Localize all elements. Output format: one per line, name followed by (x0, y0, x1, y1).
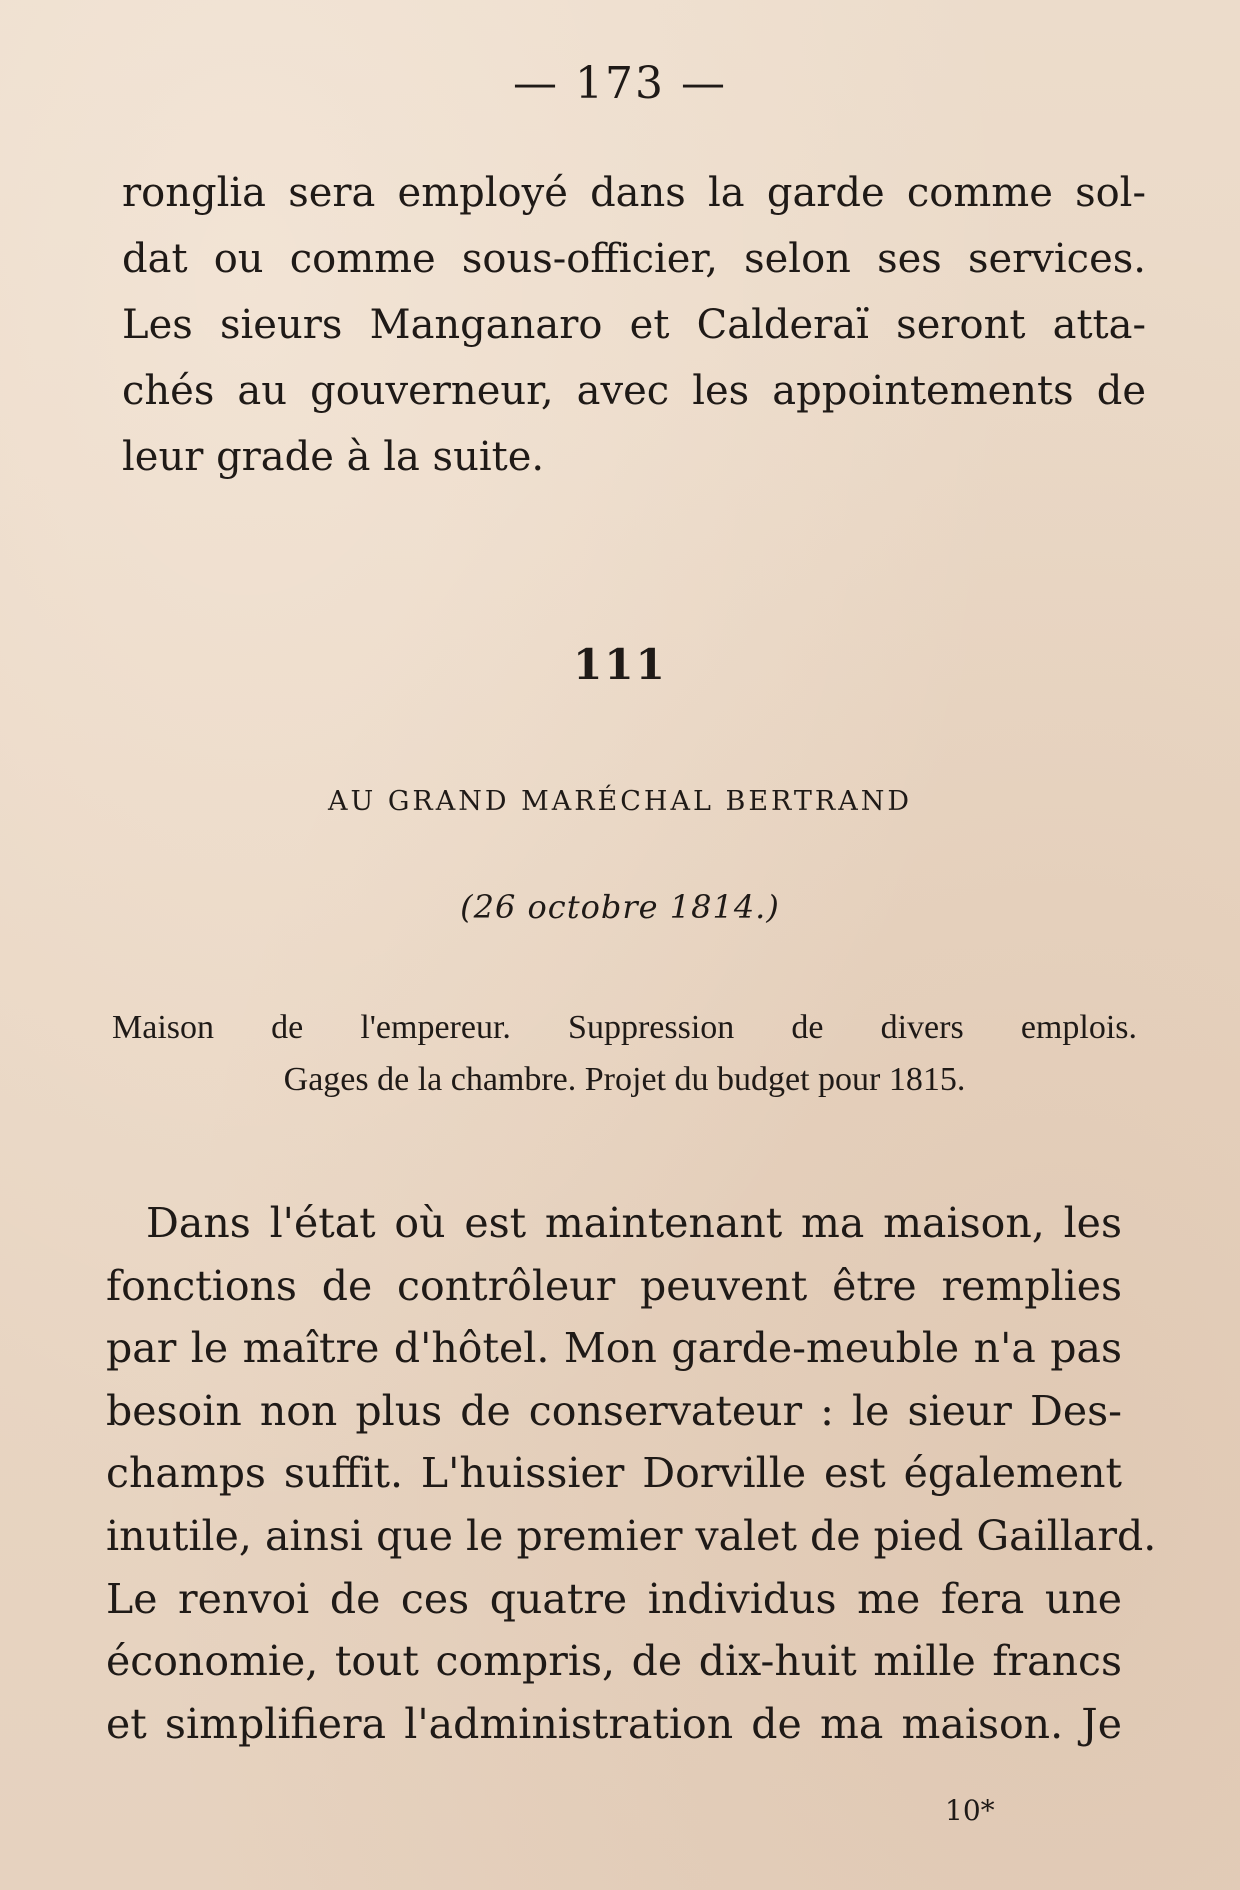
letter-number: 111 (573, 640, 667, 689)
page-number: — 173 — (513, 58, 727, 109)
text-line: par le maître d'hôtel. Mon garde-meuble n'a pas (106, 1324, 1122, 1373)
letter-body (106, 1192, 1157, 1755)
letter-summary (112, 1002, 1137, 1106)
text-line: champs suffit. L'huissier Dorville est également (106, 1449, 1122, 1498)
text-line: Le renvoi de ces quatre individus me fera une (106, 1574, 1122, 1623)
opening-paragraph (122, 160, 1146, 490)
summary-line: Gages de la chambre. Projet du budget pour 1815. (283, 1061, 966, 1098)
text-line: besoin non plus de conservateur : le sieur Des- (106, 1386, 1122, 1435)
summary-line: Maison de l'empereur. Suppression de divers emplois. (112, 1009, 1137, 1046)
text-line: Dans l'état où est maintenant ma maison, les (146, 1199, 1122, 1247)
text-line: économie, tout compris, de dix-huit mille francs (106, 1637, 1122, 1686)
text-line: leur grade à la suite. (122, 434, 545, 480)
text-line: Les sieurs Manganaro et Calderaï seront atta- (122, 302, 1146, 348)
signature-mark: 10* (945, 1794, 995, 1827)
letter-recipient: AU GRAND MARÉCHAL BERTRAND (328, 786, 912, 817)
text-line: chés au gouverneur, avec les appointements de (122, 368, 1146, 414)
text-line: ronglia sera employé dans la garde comme sol- (122, 170, 1146, 216)
text-line: dat ou comme sous-officier, selon ses services. (122, 236, 1146, 282)
text-line: et simplifiera l'administration de ma maison. Je (106, 1699, 1122, 1748)
text-line: fonctions de contrôleur peuvent être remplies (106, 1261, 1122, 1310)
text-line: inutile, ainsi que le premier valet de pied Gaillard. (106, 1511, 1157, 1560)
letter-date: (26 octobre 1814.) (460, 888, 780, 926)
